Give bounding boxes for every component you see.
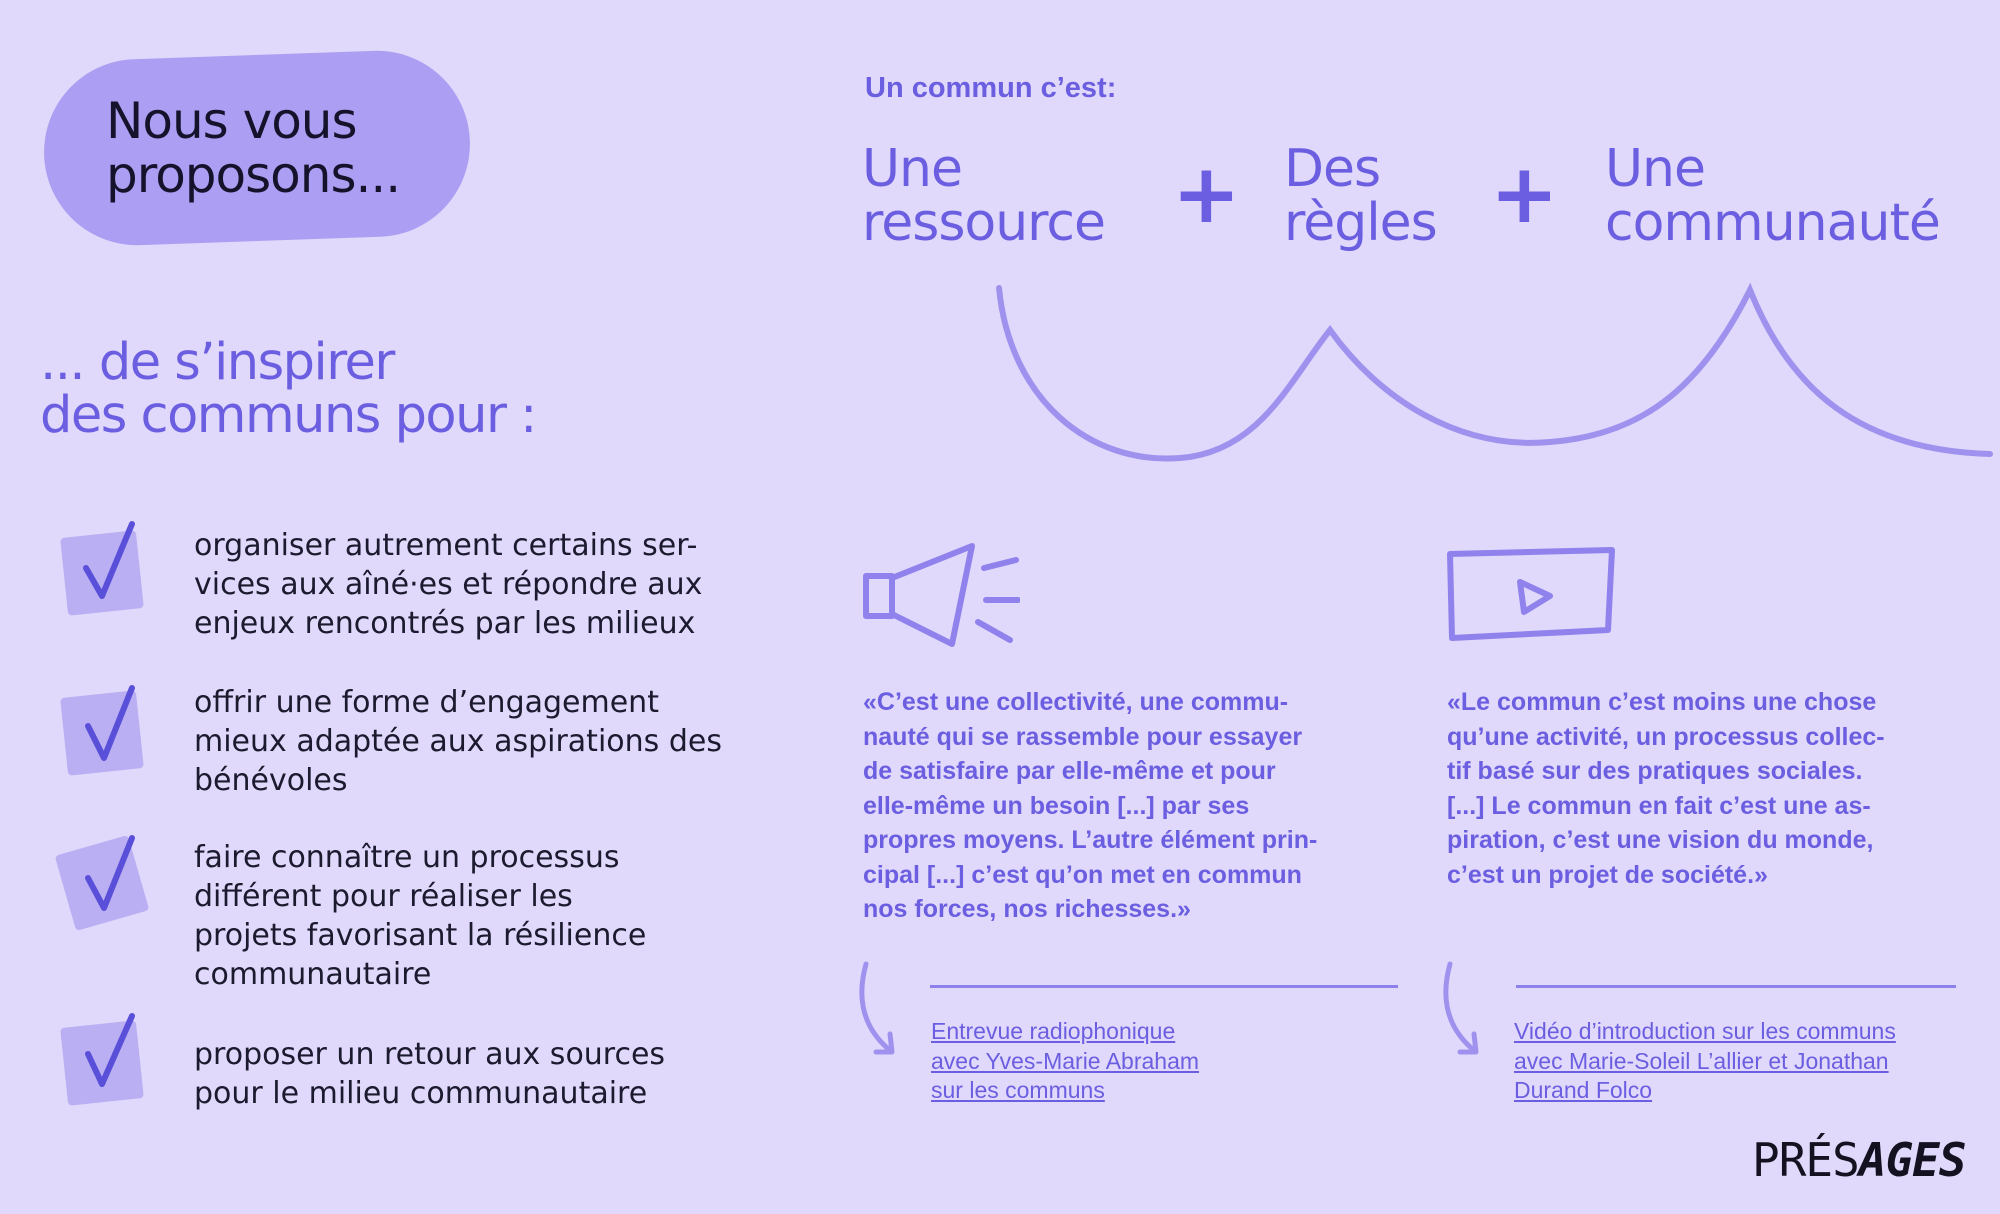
checkmark-icon <box>58 830 150 926</box>
intro-video-link[interactable]: Vidéo d’introduction sur les communs avec Marie-Soleil L’allier et Jonathan Durand Folco <box>1514 1018 1896 1103</box>
divider <box>930 985 1398 988</box>
list-item: proposer un retour aux sources pour le milieu communautaire <box>194 1037 666 1111</box>
video-play-icon[interactable] <box>1444 546 1620 642</box>
plus-icon: + <box>1490 147 1559 242</box>
curved-arrow-icon <box>1440 960 1490 1060</box>
megaphone-icon <box>860 540 1020 650</box>
radio-interview-link[interactable]: Entrevue radiophonique avec Yves-Marie Abraham sur les communs <box>931 1018 1200 1103</box>
title-line-2: proposons... <box>106 146 401 204</box>
subtitle <box>40 333 600 445</box>
checkmark-icon <box>58 1010 150 1106</box>
divider <box>1516 985 1956 988</box>
plus-icon: + <box>1172 147 1241 242</box>
checkmark-icon <box>58 680 150 776</box>
title-line-1: Nous vous <box>106 92 357 150</box>
checkmark-icon <box>58 520 150 616</box>
list-item: faire connaître un processus différent pour réaliser les projets favorisant la résilience communautaire <box>194 840 647 992</box>
subtitle-line-1: ... de s’inspirer <box>40 333 394 392</box>
definition-label: Un commun c’est: <box>865 72 1117 104</box>
presages-logo: PRÉSAGES <box>1752 1133 1966 1187</box>
quote-text: «Le commun c’est moins une chose qu’une activité, un processus collec- tif basé sur des pratiques sociales. [...] Le commun en fait c’est une as- piration, c’est une vision du monde, c’est un projet de société.» <box>1447 688 1885 889</box>
curved-arrow-icon <box>856 960 906 1060</box>
definition-term-community: Une communauté <box>1605 139 1940 253</box>
quote-text: «C’est une collectivité, une commu- nauté qui se rassemble pour essayer de satisfaire par elle-même et pour elle-même un besoin [...] par ses propres moyens. L’autre élément prin- cipal [...] c’est qu’on met en commun nos forces, nos richesses.» <box>863 688 1318 923</box>
definition-term-resource: Une ressource <box>862 139 1106 253</box>
subtitle-line-2: des communs pour : <box>40 386 536 445</box>
definition-term-rules: Des règles <box>1284 139 1437 253</box>
list-item: offrir une forme d’engagement mieux adaptée aux aspirations des bénévoles <box>194 685 722 798</box>
title-pill-text <box>106 94 466 202</box>
swoosh-decoration <box>980 280 2000 480</box>
list-item: organiser autrement certains ser- vices aux aîné·es et répondre aux enjeux rencontrés par les milieux <box>194 528 703 641</box>
